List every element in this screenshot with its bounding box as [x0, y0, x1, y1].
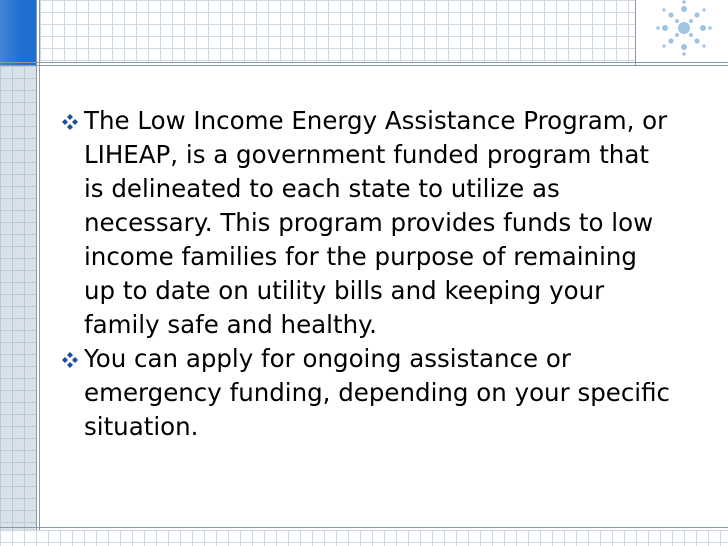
diamond-bullet-icon [62, 352, 78, 368]
header-divider-line [0, 62, 728, 63]
left-accent-gloss [0, 0, 36, 66]
bullet-item [62, 104, 672, 342]
sun-logo [640, 0, 728, 62]
footer-divider-line [0, 527, 728, 528]
bottom-grid-pattern [0, 530, 728, 546]
left-decor-strip [0, 0, 36, 546]
sun-logo-icon [640, 0, 728, 62]
top-grid-pattern [40, 0, 635, 62]
header-divider-line [0, 65, 728, 66]
left-divider-line [39, 0, 40, 546]
bullet-list [62, 104, 672, 444]
bullet-text: You can apply for ongoing assistance or emergency funding, depending on your specific situation. [84, 344, 671, 441]
logo-divider-line [635, 0, 636, 66]
left-grid-pattern [0, 66, 36, 546]
diamond-bullet-icon [62, 114, 78, 130]
left-divider-line [36, 0, 37, 546]
bullet-item [62, 342, 672, 444]
bullet-text: The Low Income Energy Assistance Program, or LIHEAP, is a government funded program that is delineated to each state to utilize as necessary. This program provides funds to low income families for the purpose of remaining up to date on utility bills and keeping your family safe and healthy. [84, 106, 668, 339]
